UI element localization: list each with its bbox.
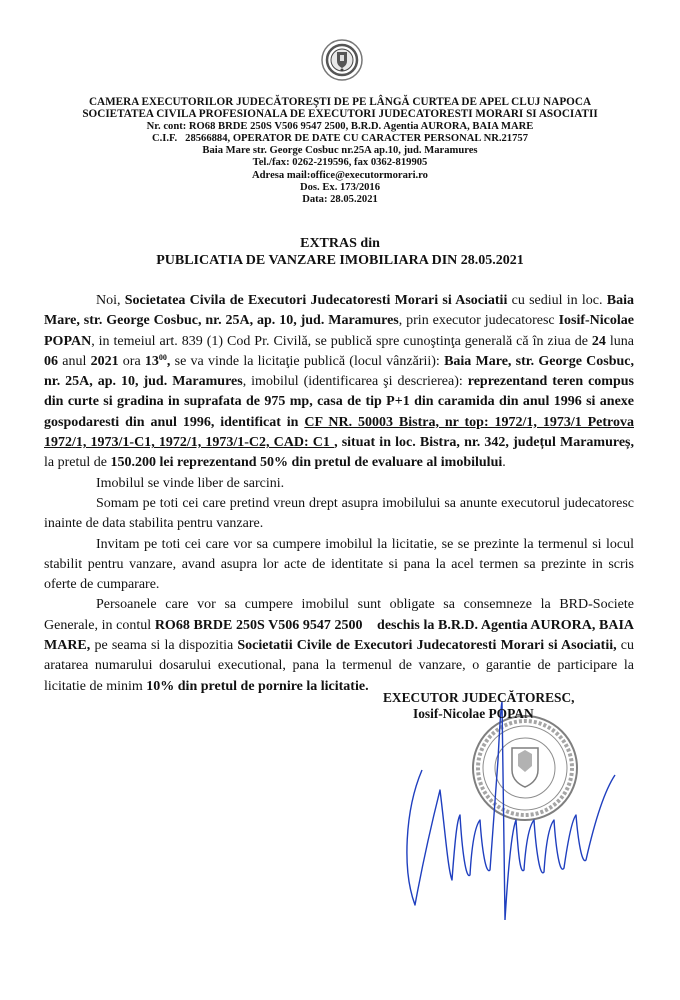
text: se va vinde la licitaţie publică (locul vânzării): [170,353,445,369]
text: Persoanele care vor sa cumpere imobilul sunt obligate sa consemneze la BRD-Societe Generale, in contul [44,597,634,633]
executor-name: Iosif-Nicolae POPAN [44,313,634,349]
auction-location: Baia Mare, str. George Cosbuc, nr. 25A, ap. 10, jud. Maramures [44,353,635,390]
header-email: Adresa mail:office@executormorari.ro [252,169,428,181]
header-cif: C.I.F. 28566884, OPERATOR DE DATE CU CARACTER PERSONAL NR.21757 [151,132,528,144]
paragraph-summons: Somam pe toti cei care pretind vreun drept asupra imobilului sa anunte executorul judecatoresc inainte de data stabilita pentru vanzare. [44,495,634,532]
text: luna [605,333,634,349]
header-date: Data: 28.05.2021 [302,194,378,206]
header-phone: Tel./fax: 0262-219596, fax 0362-819905 [252,157,428,169]
signature-name: Iosif-Nicolae POPAN [413,706,534,721]
header-address: Baia Mare str. George Cosbuc nr.25A ap.10, jud. Maramures [202,145,478,157]
document-header [0,96,680,207]
text: . [502,455,506,471]
auction-hour: 13 [144,353,159,369]
text: , in temeiul art. 839 (1) Cod Pr. Civilă, se publică spre cunoştinţa generală că în ziua de [91,333,592,349]
text: Noi, [96,293,125,308]
property-price: 150.200 lei reprezentand 50% din pretul de evaluare al imobilului [110,455,503,471]
signature-block [383,690,574,722]
header-account: Nr. cont: RO68 BRDE 250S V506 9547 2500, B.R.D. Agentia AURORA, BAIA MARE [146,120,534,132]
text: la pretul de [44,455,111,471]
auction-minutes: 00 [158,352,167,362]
property-location: , situat in loc. Bistra, nr. 342, județul Maramureș, [334,435,635,451]
header-society: SOCIETATEA CIVILA PROFESIONALA DE EXECUTORI JUDECATORESTI MORARI SI ASOCIATII [82,108,598,121]
paragraph-free-of-charges: Imobilul se vinde liber de sarcini. [96,475,285,491]
executor-company: Societatii Civile de Executori Judecatoresti Morari si Asociatii, [237,638,617,654]
title-line-2: PUBLICATIA DE VANZARE IMOBILIARA DIN 28.05.2021 [156,253,524,268]
land-registry-reference: CF NR. 50003 Bistra, nr top: 1972/1, 1973/1 Petrova 1972/1, 1973/1-C1, 1972/1, 1973/1-C2, CAD: C1 [44,414,634,451]
text: cu aratarea numarului dosarului executional, pana la termenul de vanzare, o garantie de participare la licitatie de minim [44,638,634,694]
document-title [0,235,680,269]
text: , imobilul (identificarea şi descrierea): [242,374,468,390]
text: cu sediul in loc. [507,293,607,308]
header-chamber: CAMERA EXECUTORILOR JUDECĂTOREŞTI DE PE LÂNGĂ CURTEA DE APEL CLUJ NAPOCA [88,96,592,108]
official-seal [473,716,577,820]
paragraph-guarantee [44,595,638,696]
handwritten-signature [407,702,615,920]
text: pe seama si la dispozitia [90,638,238,654]
title-line-1: EXTRAS din [300,236,380,251]
header-file-number: Dos. Ex. 173/2016 [299,182,381,194]
company-address: Baia Mare, str. George Cosbuc, nr. 25A, ap. 10, jud. Maramures [44,293,635,329]
paragraph-invitation: Invitam pe toti cei care vor sa cumpere imobilul la licitatie, se se prezinte la termenul si locul stabilit pentru vanzare, avand asupra lor acte de identitate si pana la acel termen sa prezinte in scris oferte de cumparare. [44,536,634,593]
text: ora [118,353,145,369]
text: anul [58,353,91,369]
paragraph-announcement [44,291,634,474]
executor-company: Societatea Civila de Executori Judecatoresti Morari si Asociatii [124,293,508,308]
coat-of-arms-logo [320,38,364,82]
stamp-and-signature [400,700,650,920]
guarantee-amount: 10% din pretul de pornire la licitatie. [146,678,369,694]
property-description: reprezentand teren compus din curte si gradina in suprafata de 975 mp, casa de tip P+1 din caramida din anul 1996 si anexe gospodaresti din anul 1996, identificat in [44,374,634,430]
text: , [166,353,171,369]
auction-day: 24 [591,333,606,349]
auction-month: 06 [44,353,58,369]
document-body [44,291,638,697]
signature-title: EXECUTOR JUDECĂTORESC, [383,690,575,705]
text: , prin executor judecatoresc [398,313,559,329]
bank-account: RO68 BRDE 250S V506 9547 2500 deschis la B.R.D. Agentia AURORA, BAIA MARE, [44,617,638,654]
auction-year: 2021 [90,353,119,369]
